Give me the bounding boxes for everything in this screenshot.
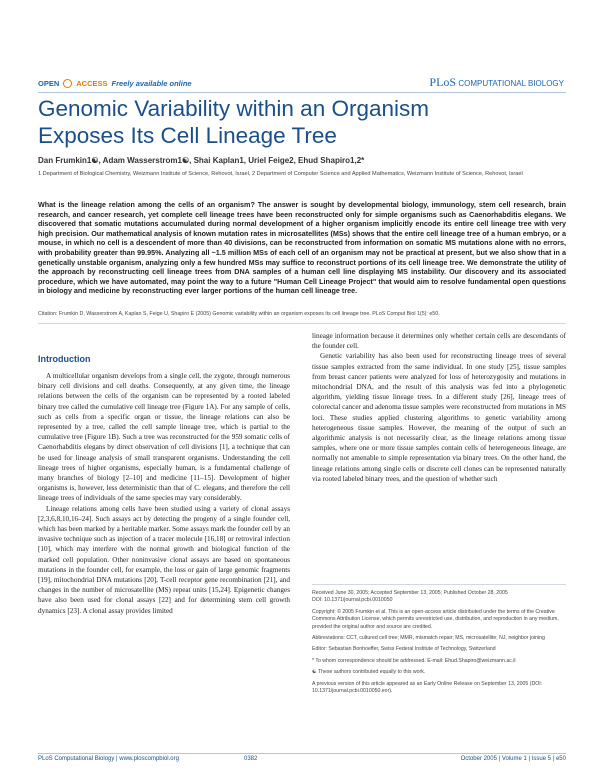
header-divider: [38, 92, 566, 93]
editor: Editor: Sebastian Bonhoeffer, Swiss Federal Institute of Technology, Switzerland: [312, 646, 496, 653]
equal-contribution-note: ☯ These authors contributed equally to this work.: [312, 669, 426, 676]
journal-brand: [429, 75, 564, 90]
abstract-divider: [38, 323, 566, 324]
freely-available-label: Freely available online: [111, 79, 192, 88]
footer-divider: [38, 753, 566, 754]
intro-paragraph-3: Genetic variability has also been used for reconstructing lineage trees of several tissue samples extracted from the same individual. In one study [25], tissue samples from breast cancer patients were analyzed for loss of heterozygosity and mutations in mitochondrial DNA, and the result of this analysis was fed into a phylogenetic algorithm, yielding tissue lineage trees. In a different study [26], lineage trees of colorectal cancer and adenoma tissue samples were reconstructed from mutations in MS loci. These studies applied clustering algorithms to genetic variability among heterogeneous tissue samples. However, the meaning of the output of such an algorithmic analysis is not necessarily clear, as the lineage relations among tissue samples, where one or more tissue samples contain cells of heterogeneous lineage, are normally not amenable to simple representation via binary trees. On the other hand, the lineage relations among single cells or discrete cell clones can be represented naturally via rooted labeled binary trees, and the question of whether such: [312, 352, 566, 483]
title-line-2: Exposes Its Cell Lineage Tree: [38, 123, 337, 148]
footer-journal: PLoS Computational Biology | www.ploscompbiol.org: [38, 756, 179, 762]
access-label: ACCESS: [76, 79, 108, 88]
section-heading-introduction: Introduction: [38, 354, 91, 364]
abbreviations: Abbreviations: CCT, cultured cell tree; MMR, mismatch repair; MS, microsatellite; NJ, neighbor joining: [312, 635, 545, 642]
article-title: [38, 95, 558, 149]
column-left: [38, 371, 290, 616]
title-line-1: Genomic Variability within an Organism: [38, 96, 429, 121]
doi: DOI: 10.1371/journal.pcbi.0010050: [312, 597, 393, 604]
article-metadata: [312, 590, 566, 699]
plos-logo: PLoS: [429, 75, 457, 89]
open-access-lock-icon: [63, 79, 72, 88]
citation: Citation: Frumkin D, Wasserstrom A, Kaplan S, Feige U, Shapiro E (2005) Genomic variability within an organism exposes its cell lineage tree. PLoS Comput Biol 1(5): e50.: [38, 311, 440, 317]
previous-version-note: A previous version of this article appeared as an Early Online Release on September 13, 2005 (DOI: 10.1371/journal.pcbi.0010050.eor).: [312, 680, 543, 695]
intro-paragraph-1: A multicellular organism develops from a single cell, the zygote, through numerous binary cell divisions and cell deaths. Consequently, at any given time, the lineage relations between the cells of the organism can be represented by a rooted labeled binary tree called the cumulative cell lineage tree (Figure 1A). For any sample of cells, such as cells from a specific organ or tissue, the lineage relations can also be represented by a tree, called the cell sample lineage tree, which is partial to the cumulative tree (Figure 1B). Such a tree was reconstructed for the 959 somatic cells of Caenorhabditis elegans by direct observation of cell divisions [1], a technique that can be used for lineage analysis of small transparent organisms. Understanding the cell lineage trees of higher organisms, especially human, is a fundamental challenge of many branches of biology [2–10] and medicine [11–15]. Development of higher organisms is, however, less deterministic than that of C. elegans, and therefore the cell lineage trees of individuals of the same species may vary considerably.: [38, 372, 290, 503]
abstract: What is the lineage relation among the cells of an organism? The answer is sought by developmental biology, immunology, stem cell research, brain research, and cancer research, yet complete cell lineage trees have been reconstructed only for simple organisms such as Caenorhabditis elegans. We discovered that somatic mutations accumulated during normal development of a higher organism implicitly encode its entire cell lineage tree with very high precision. Our mathematical analysis of known mutation rates in microsatellites (MSs) shows that the entire cell lineage tree of a human embryo, or a mouse, in which no cell is a descendent of more than 40 divisions, can be reconstructed from information on somatic MS mutations alone with no errors, with probability greater than 99.95%. Analyzing all ~1.5 million MSs of each cell of an organism may not be practical at present, but we also show that in a genetically unstable organism, analyzing only a few hundred MSs may suffice to reconstruct portions of its cell lineage tree. We demonstrate the utility of the approach by reconstructing cell lineage trees from DNA samples of a human cell line displaying MS instability. Our discovery and its associated procedure, which we have automated, may point the way to a future "Human Cell Lineage Project" that would aim to resolve fundamental open questions in biology and medicine by reconstructing ever larger portions of the human cell lineage tree.: [38, 200, 566, 296]
open-access-badge: [38, 79, 192, 88]
intro-paragraph-2: Lineage relations among cells have been studied using a variety of clonal assays [2,3,6,8,10,16–24]. Such assays act by detecting the progeny of a single founder cell, which has been marked by a heritable marker. Some assays mark the founder cell by an invasive technique such as injection of a tracer molecule [16,18] or retroviral infection [10], which may interfere with the normal growth and biological function of the marked cell population. Other noninvasive clonal assays are based on spontaneous mutations in the founder cell, for example, the loss or gain of large genomic fragments [19], mitochondrial DNA mutations [20], T-cell receptor gene recombination [21], and changes in the number of microsatellite (MS) repeat units [15,24]. Epigenetic changes have also been used for clonal assays [22] and for determining stem cell growth dynamics [23]. A clonal assay provides limited: [38, 504, 290, 615]
correspondence: * To whom correspondence should be addressed. E-mail: Ehud.Shapiro@weizmann.ac.il: [312, 657, 516, 664]
received-dates: Received June 30, 2005; Accepted September 13, 2005; Published October 28, 2005: [312, 590, 508, 596]
open-label: OPEN: [38, 79, 60, 88]
column-right: [312, 331, 566, 484]
author-list: Dan Frumkin1☯, Adam Wasserstrom1☯, Shai Kaplan1, Uriel Feige2, Ehud Shapiro1,2*: [38, 156, 365, 165]
footer-issue: October 2005 | Volume 1 | Issue 5 | e50: [460, 756, 566, 762]
copyright-notice: Copyright: © 2005 Frumkin et al. This is an open-access article distributed under the terms of the Creative Commons Attribution License, which permits unrestricted use, distribution, and reproduction in any medium, provided the original author and source are credited.: [312, 608, 559, 630]
affiliations: 1 Department of Biological Chemistry, Weizmann Institute of Science, Rehovot, Israel, 2 Department of Computer Science and Applied Mathematics, Weizmann Institute of Science, Rehovot, Israel: [38, 171, 523, 177]
intro-paragraph-continued: lineage information because it determines only whether certain cells are descendants of the founder cell.: [312, 332, 566, 351]
metadata-divider: [312, 584, 566, 585]
journal-name: COMPUTATIONAL BIOLOGY: [458, 79, 564, 88]
page-number: 0382: [244, 756, 258, 762]
